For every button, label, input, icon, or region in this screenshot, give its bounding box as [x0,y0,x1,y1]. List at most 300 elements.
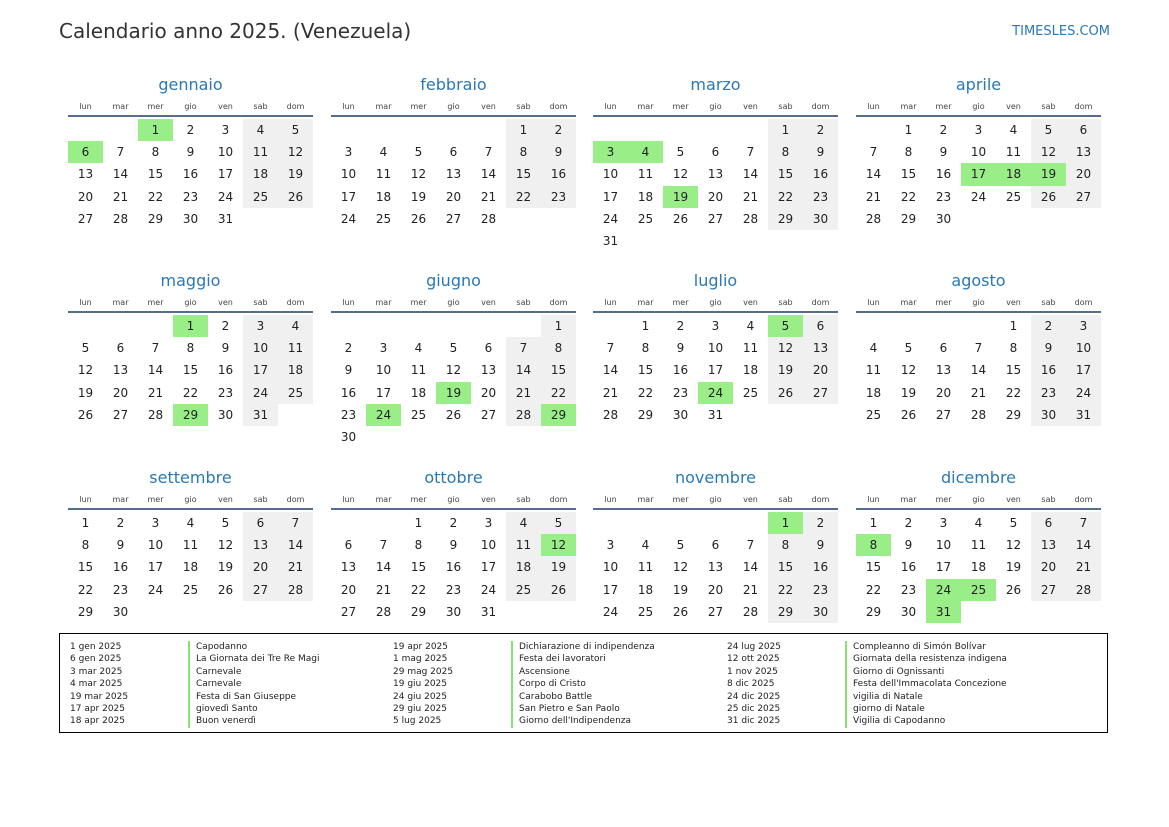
day-cell[interactable]: 15 [182,363,199,378]
day-cell[interactable]: 9 [449,538,458,553]
day-cell[interactable]: 31 [602,233,619,248]
day-cell[interactable]: 4 [414,341,423,356]
day-cell[interactable]: 3 [379,341,388,356]
holiday-day-cell[interactable]: 24 [926,579,961,601]
day-cell[interactable]: 20 [445,189,462,204]
day-cell[interactable]: 15 [768,556,803,578]
day-cell[interactable]: 30 [803,208,838,230]
day-cell[interactable]: 6 [939,341,948,356]
day-cell[interactable]: 24 [243,382,278,404]
day-cell[interactable]: 2 [803,119,838,141]
day-cell[interactable]: 9 [344,363,353,378]
day-cell[interactable]: 7 [379,538,388,553]
day-cell[interactable]: 24 [217,189,234,204]
day-cell[interactable]: 11 [182,538,199,553]
day-cell[interactable]: 22 [77,582,94,597]
day-cell[interactable]: 6 [711,145,720,160]
day-cell[interactable]: 21 [506,382,541,404]
day-cell[interactable]: 29 [768,601,803,623]
day-cell[interactable]: 22 [768,186,803,208]
day-cell[interactable]: 27 [803,382,838,404]
day-cell[interactable]: 13 [935,363,952,378]
day-cell[interactable]: 19 [1005,560,1022,575]
day-cell[interactable]: 30 [803,601,838,623]
day-cell[interactable]: 24 [602,211,619,226]
day-cell[interactable]: 18 [243,163,278,185]
day-cell[interactable]: 23 [803,579,838,601]
holiday-day-cell[interactable]: 6 [68,141,103,163]
day-cell[interactable]: 16 [182,167,199,182]
day-cell[interactable]: 10 [480,538,497,553]
day-cell[interactable]: 2 [449,516,458,530]
day-cell[interactable]: 16 [217,363,234,378]
day-cell[interactable]: 3 [484,516,493,530]
day-cell[interactable]: 12 [77,363,94,378]
day-cell[interactable]: 23 [541,186,576,208]
day-cell[interactable]: 7 [974,341,983,356]
day-cell[interactable]: 26 [1005,582,1022,597]
day-cell[interactable]: 23 [112,582,129,597]
day-cell[interactable]: 14 [147,363,164,378]
day-cell[interactable]: 27 [1066,186,1101,208]
day-cell[interactable]: 12 [672,167,689,182]
day-cell[interactable]: 18 [637,189,654,204]
day-cell[interactable]: 28 [742,211,759,226]
day-cell[interactable]: 3 [1066,315,1101,337]
day-cell[interactable]: 18 [970,560,987,575]
day-cell[interactable]: 12 [410,167,427,182]
day-cell[interactable]: 23 [217,385,234,400]
day-cell[interactable]: 10 [935,538,952,553]
day-cell[interactable]: 26 [445,407,462,422]
holiday-day-cell[interactable]: 4 [628,141,663,163]
day-cell[interactable]: 19 [768,359,803,381]
day-cell[interactable]: 11 [410,363,427,378]
day-cell[interactable]: 2 [541,119,576,141]
day-cell[interactable]: 4 [278,315,313,337]
day-cell[interactable]: 10 [375,363,392,378]
day-cell[interactable]: 25 [375,211,392,226]
day-cell[interactable]: 6 [711,538,720,553]
day-cell[interactable]: 16 [803,556,838,578]
day-cell[interactable]: 8 [641,341,650,356]
day-cell[interactable]: 14 [742,167,759,182]
day-cell[interactable]: 17 [243,359,278,381]
holiday-day-cell[interactable]: 1 [138,119,173,141]
day-cell[interactable]: 12 [217,538,234,553]
day-cell[interactable]: 17 [602,189,619,204]
day-cell[interactable]: 22 [900,189,917,204]
day-cell[interactable]: 21 [742,582,759,597]
day-cell[interactable]: 20 [707,189,724,204]
day-cell[interactable]: 16 [803,163,838,185]
day-cell[interactable]: 27 [340,604,357,619]
day-cell[interactable]: 15 [541,359,576,381]
day-cell[interactable]: 18 [637,582,654,597]
day-cell[interactable]: 25 [1005,189,1022,204]
day-cell[interactable]: 2 [803,512,838,534]
day-cell[interactable]: 4 [1009,123,1018,137]
day-cell[interactable]: 13 [480,363,497,378]
day-cell[interactable]: 25 [278,382,313,404]
day-cell[interactable]: 2 [116,516,125,530]
day-cell[interactable]: 12 [445,363,462,378]
day-cell[interactable]: 30 [1031,404,1066,426]
holiday-day-cell[interactable]: 17 [961,163,996,185]
day-cell[interactable]: 1 [904,123,913,137]
day-cell[interactable]: 5 [221,516,230,530]
day-cell[interactable]: 23 [1031,382,1066,404]
day-cell[interactable]: 23 [182,189,199,204]
day-cell[interactable]: 6 [344,538,353,553]
day-cell[interactable]: 18 [182,560,199,575]
day-cell[interactable]: 16 [900,560,917,575]
day-cell[interactable]: 1 [641,319,650,333]
day-cell[interactable]: 29 [865,604,882,619]
day-cell[interactable]: 8 [414,538,423,553]
day-cell[interactable]: 1 [541,315,576,337]
day-cell[interactable]: 18 [742,363,759,378]
day-cell[interactable]: 7 [278,512,313,534]
day-cell[interactable]: 9 [1031,337,1066,359]
day-cell[interactable]: 8 [186,341,195,356]
holiday-day-cell[interactable]: 12 [541,534,576,556]
day-cell[interactable]: 17 [935,560,952,575]
day-cell[interactable]: 24 [970,189,987,204]
day-cell[interactable]: 28 [112,211,129,226]
day-cell[interactable]: 11 [243,141,278,163]
day-cell[interactable]: 4 [869,341,878,356]
day-cell[interactable]: 27 [707,604,724,619]
day-cell[interactable]: 11 [637,560,654,575]
day-cell[interactable]: 30 [445,604,462,619]
day-cell[interactable]: 7 [1066,512,1101,534]
holiday-day-cell[interactable]: 19 [436,382,471,404]
holiday-day-cell[interactable]: 31 [926,601,961,623]
day-cell[interactable]: 17 [147,560,164,575]
day-cell[interactable]: 10 [340,167,357,182]
day-cell[interactable]: 14 [480,167,497,182]
day-cell[interactable]: 22 [865,582,882,597]
day-cell[interactable]: 15 [410,560,427,575]
day-cell[interactable]: 16 [112,560,129,575]
day-cell[interactable]: 2 [344,341,353,356]
day-cell[interactable]: 12 [900,363,917,378]
day-cell[interactable]: 17 [480,560,497,575]
day-cell[interactable]: 1 [506,119,541,141]
day-cell[interactable]: 3 [974,123,983,137]
day-cell[interactable]: 3 [344,145,353,160]
day-cell[interactable]: 11 [742,341,759,356]
day-cell[interactable]: 15 [147,167,164,182]
day-cell[interactable]: 22 [182,385,199,400]
day-cell[interactable]: 11 [865,363,882,378]
day-cell[interactable]: 27 [1031,579,1066,601]
day-cell[interactable]: 28 [865,211,882,226]
day-cell[interactable]: 8 [151,145,160,160]
day-cell[interactable]: 22 [410,582,427,597]
day-cell[interactable]: 20 [935,385,952,400]
day-cell[interactable]: 12 [278,141,313,163]
day-cell[interactable]: 28 [742,604,759,619]
day-cell[interactable]: 6 [116,341,125,356]
day-cell[interactable]: 4 [186,516,195,530]
day-cell[interactable]: 18 [506,556,541,578]
day-cell[interactable]: 10 [1066,337,1101,359]
day-cell[interactable]: 11 [278,337,313,359]
day-cell[interactable]: 1 [869,516,878,530]
day-cell[interactable]: 9 [803,534,838,556]
day-cell[interactable]: 19 [541,556,576,578]
day-cell[interactable]: 14 [506,359,541,381]
day-cell[interactable]: 14 [865,167,882,182]
day-cell[interactable]: 11 [1005,145,1022,160]
day-cell[interactable]: 12 [1031,141,1066,163]
day-cell[interactable]: 26 [768,382,803,404]
day-cell[interactable]: 10 [602,560,619,575]
day-cell[interactable]: 20 [480,385,497,400]
day-cell[interactable]: 26 [541,579,576,601]
day-cell[interactable]: 1 [81,516,90,530]
day-cell[interactable]: 30 [900,604,917,619]
day-cell[interactable]: 27 [935,407,952,422]
day-cell[interactable]: 11 [506,534,541,556]
day-cell[interactable]: 16 [445,560,462,575]
day-cell[interactable]: 10 [243,337,278,359]
day-cell[interactable]: 15 [1005,363,1022,378]
day-cell[interactable]: 21 [147,385,164,400]
day-cell[interactable]: 23 [672,385,689,400]
day-cell[interactable]: 1 [414,516,423,530]
day-cell[interactable]: 6 [449,145,458,160]
day-cell[interactable]: 29 [1005,407,1022,422]
day-cell[interactable]: 7 [869,145,878,160]
day-cell[interactable]: 13 [77,167,94,182]
day-cell[interactable]: 6 [803,315,838,337]
day-cell[interactable]: 9 [803,141,838,163]
holiday-day-cell[interactable]: 24 [698,382,733,404]
day-cell[interactable]: 11 [375,167,392,182]
day-cell[interactable]: 6 [1066,119,1101,141]
day-cell[interactable]: 3 [711,319,720,333]
day-cell[interactable]: 29 [768,208,803,230]
holiday-day-cell[interactable]: 24 [366,404,401,426]
day-cell[interactable]: 7 [606,341,615,356]
day-cell[interactable]: 9 [186,145,195,160]
day-cell[interactable]: 5 [904,341,913,356]
holiday-day-cell[interactable]: 29 [541,404,576,426]
day-cell[interactable]: 19 [217,560,234,575]
day-cell[interactable]: 30 [217,407,234,422]
day-cell[interactable]: 18 [865,385,882,400]
day-cell[interactable]: 10 [970,145,987,160]
day-cell[interactable]: 4 [243,119,278,141]
day-cell[interactable]: 5 [676,145,685,160]
day-cell[interactable]: 17 [340,189,357,204]
holiday-day-cell[interactable]: 8 [856,534,891,556]
holiday-day-cell[interactable]: 19 [1031,163,1066,185]
day-cell[interactable]: 20 [1031,556,1066,578]
day-cell[interactable]: 1 [768,119,803,141]
holiday-day-cell[interactable]: 1 [173,315,208,337]
day-cell[interactable]: 7 [746,538,755,553]
day-cell[interactable]: 29 [637,407,654,422]
day-cell[interactable]: 2 [939,123,948,137]
day-cell[interactable]: 13 [445,167,462,182]
day-cell[interactable]: 3 [939,516,948,530]
day-cell[interactable]: 26 [900,407,917,422]
day-cell[interactable]: 26 [217,582,234,597]
day-cell[interactable]: 26 [672,604,689,619]
day-cell[interactable]: 15 [900,167,917,182]
day-cell[interactable]: 26 [1031,186,1066,208]
holiday-day-cell[interactable]: 3 [593,141,628,163]
day-cell[interactable]: 19 [77,385,94,400]
day-cell[interactable]: 29 [900,211,917,226]
day-cell[interactable]: 5 [278,119,313,141]
day-cell[interactable]: 31 [217,211,234,226]
day-cell[interactable]: 31 [480,604,497,619]
day-cell[interactable]: 31 [707,407,724,422]
day-cell[interactable]: 27 [707,211,724,226]
day-cell[interactable]: 21 [1066,556,1101,578]
holiday-day-cell[interactable]: 19 [663,186,698,208]
day-cell[interactable]: 17 [1066,359,1101,381]
day-cell[interactable]: 7 [484,145,493,160]
day-cell[interactable]: 3 [243,315,278,337]
day-cell[interactable]: 15 [506,163,541,185]
day-cell[interactable]: 23 [900,582,917,597]
day-cell[interactable]: 30 [935,211,952,226]
day-cell[interactable]: 28 [602,407,619,422]
day-cell[interactable]: 13 [243,534,278,556]
day-cell[interactable]: 7 [116,145,125,160]
day-cell[interactable]: 15 [77,560,94,575]
day-cell[interactable]: 7 [151,341,160,356]
day-cell[interactable]: 3 [151,516,160,530]
day-cell[interactable]: 15 [768,163,803,185]
day-cell[interactable]: 30 [182,211,199,226]
day-cell[interactable]: 15 [865,560,882,575]
day-cell[interactable]: 4 [974,516,983,530]
day-cell[interactable]: 13 [112,363,129,378]
day-cell[interactable]: 5 [1009,516,1018,530]
day-cell[interactable]: 22 [768,579,803,601]
day-cell[interactable]: 2 [676,319,685,333]
day-cell[interactable]: 25 [182,582,199,597]
day-cell[interactable]: 24 [147,582,164,597]
day-cell[interactable]: 29 [147,211,164,226]
day-cell[interactable]: 19 [278,163,313,185]
day-cell[interactable]: 19 [410,189,427,204]
day-cell[interactable]: 28 [1066,579,1101,601]
day-cell[interactable]: 2 [1031,315,1066,337]
day-cell[interactable]: 16 [935,167,952,182]
day-cell[interactable]: 18 [410,385,427,400]
day-cell[interactable]: 23 [935,189,952,204]
day-cell[interactable]: 24 [480,582,497,597]
day-cell[interactable]: 8 [904,145,913,160]
day-cell[interactable]: 10 [217,145,234,160]
day-cell[interactable]: 25 [243,186,278,208]
day-cell[interactable]: 17 [217,167,234,182]
day-cell[interactable]: 4 [506,512,541,534]
day-cell[interactable]: 9 [541,141,576,163]
day-cell[interactable]: 22 [1005,385,1022,400]
day-cell[interactable]: 9 [221,341,230,356]
day-cell[interactable]: 8 [1009,341,1018,356]
day-cell[interactable]: 16 [672,363,689,378]
day-cell[interactable]: 19 [900,385,917,400]
day-cell[interactable]: 28 [480,211,497,226]
day-cell[interactable]: 22 [637,385,654,400]
day-cell[interactable]: 5 [414,145,423,160]
day-cell[interactable]: 13 [707,560,724,575]
day-cell[interactable]: 5 [676,538,685,553]
day-cell[interactable]: 8 [768,534,803,556]
day-cell[interactable]: 23 [445,582,462,597]
day-cell[interactable]: 13 [1066,141,1101,163]
day-cell[interactable]: 20 [243,556,278,578]
day-cell[interactable]: 10 [707,341,724,356]
day-cell[interactable]: 20 [112,385,129,400]
day-cell[interactable]: 23 [340,407,357,422]
day-cell[interactable]: 1 [1009,319,1018,333]
day-cell[interactable]: 26 [672,211,689,226]
day-cell[interactable]: 29 [410,604,427,619]
day-cell[interactable]: 8 [768,141,803,163]
day-cell[interactable]: 18 [278,359,313,381]
day-cell[interactable]: 23 [803,186,838,208]
day-cell[interactable]: 21 [865,189,882,204]
day-cell[interactable]: 13 [340,560,357,575]
day-cell[interactable]: 25 [410,407,427,422]
day-cell[interactable]: 24 [340,211,357,226]
day-cell[interactable]: 29 [77,604,94,619]
day-cell[interactable]: 20 [77,189,94,204]
day-cell[interactable]: 28 [506,404,541,426]
day-cell[interactable]: 21 [480,189,497,204]
day-cell[interactable]: 24 [1066,382,1101,404]
day-cell[interactable]: 22 [147,189,164,204]
day-cell[interactable]: 12 [768,337,803,359]
day-cell[interactable]: 8 [81,538,90,553]
day-cell[interactable]: 6 [1031,512,1066,534]
day-cell[interactable]: 12 [1005,538,1022,553]
site-link[interactable]: TIMESLES.COM [1012,24,1110,39]
day-cell[interactable]: 14 [602,363,619,378]
day-cell[interactable]: 13 [803,337,838,359]
day-cell[interactable]: 2 [186,123,195,137]
day-cell[interactable]: 21 [278,556,313,578]
day-cell[interactable]: 20 [707,582,724,597]
day-cell[interactable]: 6 [243,512,278,534]
day-cell[interactable]: 26 [77,407,94,422]
day-cell[interactable]: 8 [506,141,541,163]
day-cell[interactable]: 21 [742,189,759,204]
day-cell[interactable]: 17 [375,385,392,400]
day-cell[interactable]: 9 [676,341,685,356]
day-cell[interactable]: 10 [602,167,619,182]
day-cell[interactable]: 3 [606,538,615,553]
day-cell[interactable]: 25 [637,604,654,619]
day-cell[interactable]: 5 [81,341,90,356]
day-cell[interactable]: 11 [970,538,987,553]
day-cell[interactable]: 30 [340,429,357,444]
day-cell[interactable]: 30 [112,604,129,619]
day-cell[interactable]: 2 [221,319,230,333]
day-cell[interactable]: 30 [672,407,689,422]
